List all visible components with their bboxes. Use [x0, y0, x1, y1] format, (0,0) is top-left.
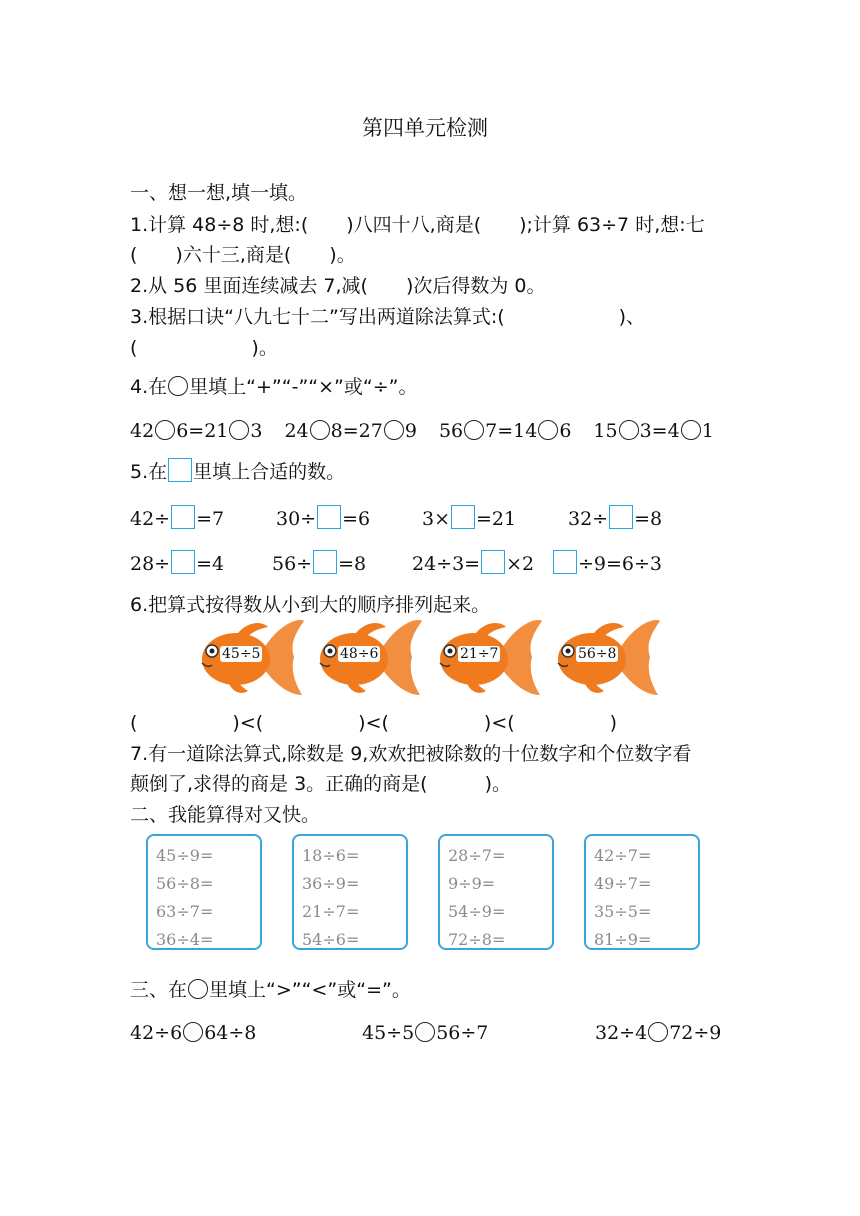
compare-left: 45÷5 — [362, 1022, 415, 1044]
calc-item: 21÷7= — [302, 902, 360, 921]
calc-item: 35÷5= — [594, 902, 652, 921]
q4-item — [130, 420, 262, 442]
calc-item: 18÷6= — [302, 846, 360, 865]
q4-text: 8=27 — [330, 420, 383, 442]
question-4-items — [130, 420, 714, 442]
section3-heading-post: 里填上“>”“<”或“=”。 — [209, 979, 411, 1001]
question-7-line1: 7.有一道除法算式,除数是 9,欢欢把被除数的十位数字和个位数字看 — [130, 743, 692, 765]
calc-item: 63÷7= — [156, 902, 214, 921]
q5-item — [412, 550, 534, 575]
fish-label: 45÷5 — [222, 646, 261, 662]
fish-label: 48÷6 — [340, 646, 379, 662]
q4-text: 42 — [130, 420, 155, 442]
circle-icon — [619, 420, 639, 440]
compare-left: 42÷6 — [130, 1022, 183, 1044]
q5-item — [276, 505, 370, 530]
q5-text: 24÷3= — [412, 553, 481, 575]
question-1-line2: ( )六十三,商是( )。 — [130, 244, 356, 266]
question-1-line1: 1.计算 48÷8 时,想:( )八四十八,商是( );计算 63÷7 时,想:七 — [130, 214, 705, 236]
circle-icon — [188, 979, 208, 999]
q4-item — [284, 420, 416, 442]
q5-text: 3× — [422, 508, 451, 530]
calc-item: 81÷9= — [594, 930, 652, 949]
compare-right: 64÷8 — [204, 1022, 257, 1044]
circle-icon — [648, 1022, 668, 1042]
calc-box — [292, 834, 408, 950]
section1-heading: 一、想一想,填一填。 — [130, 182, 308, 204]
q5-item — [272, 550, 366, 575]
calc-box — [584, 834, 700, 950]
q5-item — [422, 505, 516, 530]
square-icon — [553, 550, 577, 574]
q5-item — [552, 550, 662, 575]
circle-icon — [229, 420, 249, 440]
q4-text: 9 — [404, 420, 417, 442]
q5-text: ×2 — [506, 553, 535, 575]
circle-icon — [538, 420, 558, 440]
circle-icon — [415, 1022, 435, 1042]
q4-text: 56 — [438, 420, 464, 442]
calc-item: 9÷9= — [448, 874, 496, 893]
square-icon — [481, 550, 505, 574]
q4-text: 24 — [284, 420, 309, 442]
calc-item: 45÷9= — [156, 846, 214, 865]
q4-text: 15 — [593, 420, 618, 442]
compare-item — [595, 1022, 721, 1044]
calc-item: 36÷9= — [302, 874, 360, 893]
compare-right: 56÷7 — [436, 1022, 489, 1044]
compare-left: 32÷4 — [595, 1022, 648, 1044]
q5-text: =21 — [476, 508, 517, 530]
square-icon — [171, 505, 195, 529]
question-5-post: 里填上合适的数。 — [193, 461, 346, 483]
q4-text: 7=14 — [485, 420, 538, 442]
square-icon — [313, 550, 337, 574]
fish-label: 21÷7 — [460, 646, 499, 662]
calc-item: 42÷7= — [594, 846, 652, 865]
square-icon — [171, 550, 195, 574]
page-title: 第四单元检测 — [362, 116, 488, 140]
q5-text: 30÷ — [276, 508, 317, 530]
q5-text: 42÷ — [130, 508, 171, 530]
circle-icon — [183, 1022, 203, 1042]
q4-text: 3 — [250, 420, 263, 442]
q5-text: ÷9=6÷3 — [578, 553, 663, 575]
question-6-answer: ( )<( )<( )<( ) — [130, 712, 618, 734]
question-4 — [130, 372, 418, 399]
square-icon — [168, 458, 192, 482]
square-icon — [317, 505, 341, 529]
circle-icon — [681, 420, 701, 440]
section3-heading-pre: 三、在 — [130, 979, 188, 1001]
q5-item — [130, 505, 224, 530]
circle-icon — [384, 420, 404, 440]
question-7-line2: 颠倒了,求得的商是 3。正确的商是( )。 — [130, 773, 511, 795]
calc-item: 28÷7= — [448, 846, 506, 865]
section3-heading — [130, 975, 411, 1002]
q5-item — [130, 550, 224, 575]
question-4-post: 里填上“+”“-”“×”或“÷”。 — [189, 376, 418, 398]
question-2: 2.从 56 里面连续减去 7,减( )次后得数为 0。 — [130, 275, 546, 297]
circle-icon — [310, 420, 330, 440]
circle-icon — [464, 420, 484, 440]
q5-text: =4 — [196, 553, 225, 575]
q5-text: 56÷ — [272, 553, 313, 575]
compare-item — [362, 1022, 488, 1044]
circle-icon — [155, 420, 175, 440]
calc-item: 54÷9= — [448, 902, 506, 921]
square-icon — [609, 505, 633, 529]
circle-icon — [168, 376, 188, 396]
question-6: 6.把算式按得数从小到大的顺序排列起来。 — [130, 594, 491, 616]
q4-item — [593, 420, 713, 442]
compare-item — [130, 1022, 256, 1044]
calc-item: 49÷7= — [594, 874, 652, 893]
calc-box — [438, 834, 554, 950]
question-5-pre: 5.在 — [130, 461, 168, 483]
calc-item: 54÷6= — [302, 930, 360, 949]
q5-text: 28÷ — [130, 553, 171, 575]
q5-text: 32÷ — [568, 508, 609, 530]
calc-item: 72÷8= — [448, 930, 506, 949]
q4-item — [439, 420, 571, 442]
q4-text: 1 — [701, 420, 714, 442]
q5-text: =8 — [634, 508, 663, 530]
q4-text: 6=21 — [176, 420, 229, 442]
q5-text: =7 — [196, 508, 225, 530]
calc-item: 56÷8= — [156, 874, 214, 893]
q5-text: =6 — [342, 508, 371, 530]
q5-item — [568, 505, 662, 530]
question-5 — [130, 457, 345, 484]
q5-text: =8 — [338, 553, 367, 575]
question-4-pre: 4.在 — [130, 376, 168, 398]
square-icon — [451, 505, 475, 529]
q4-text: 3=4 — [639, 420, 680, 442]
calc-item: 36÷4= — [156, 930, 214, 949]
compare-right: 72÷9 — [669, 1022, 722, 1044]
question-3-line1: 3.根据口诀“八九七十二”写出两道除法算式:( )、 — [130, 306, 646, 328]
q4-text: 6 — [559, 420, 572, 442]
question-3-line2: ( )。 — [130, 337, 278, 359]
fish-label: 56÷8 — [578, 646, 617, 662]
calc-box — [146, 834, 262, 950]
section2-heading: 二、我能算得对又快。 — [130, 804, 321, 826]
